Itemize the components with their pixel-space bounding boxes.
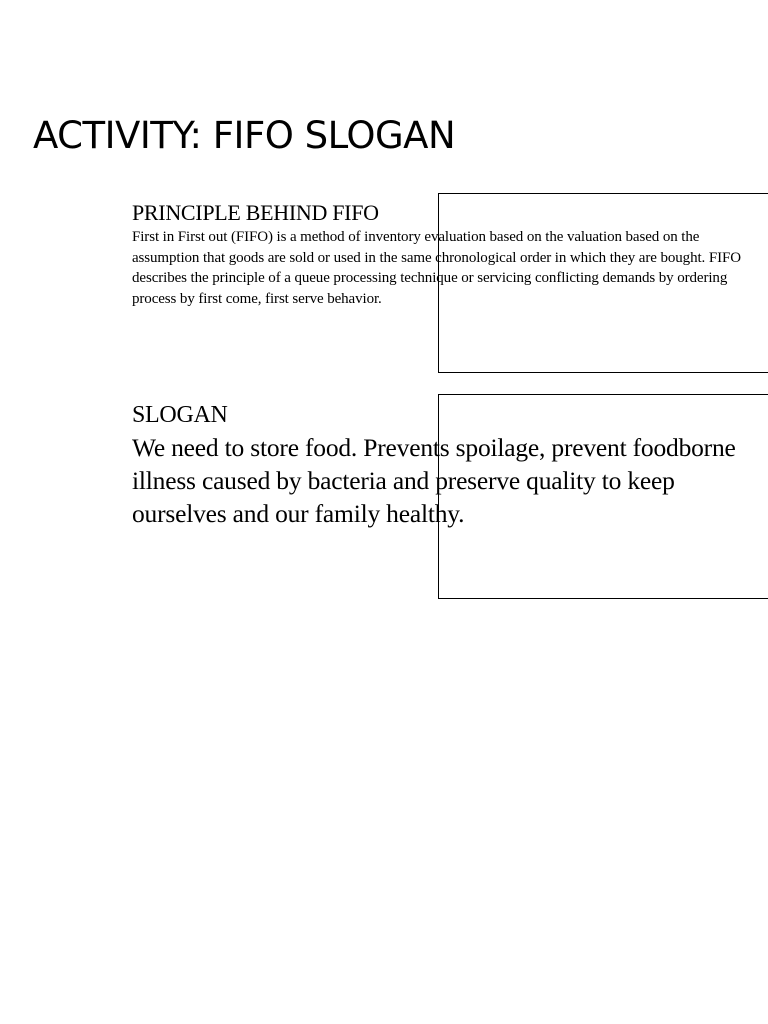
slogan-text: We need to store food. Prevents spoilage, prevent foodborne illness caused by bacteria and preserve quality to keep ourselves and our family healthy.: [132, 433, 736, 528]
slide-title: ACTIVITY: FIFO SLOGAN: [33, 114, 456, 157]
slogan-section: [132, 399, 752, 530]
slogan-heading: SLOGAN: [132, 402, 228, 428]
principle-section: [132, 199, 752, 309]
principle-heading: PRINCIPLE BEHIND FIFO: [132, 200, 379, 225]
principle-text: First in First out (FIFO) is a method of inventory evaluation based on the valuation based on the assumption that goods are sold or used in the same chronological order in which they are bought. FIFO describes the principle of a queue processing technique or servicing conflicting demands by ordering process by first come, first serve behavior.: [132, 229, 741, 307]
